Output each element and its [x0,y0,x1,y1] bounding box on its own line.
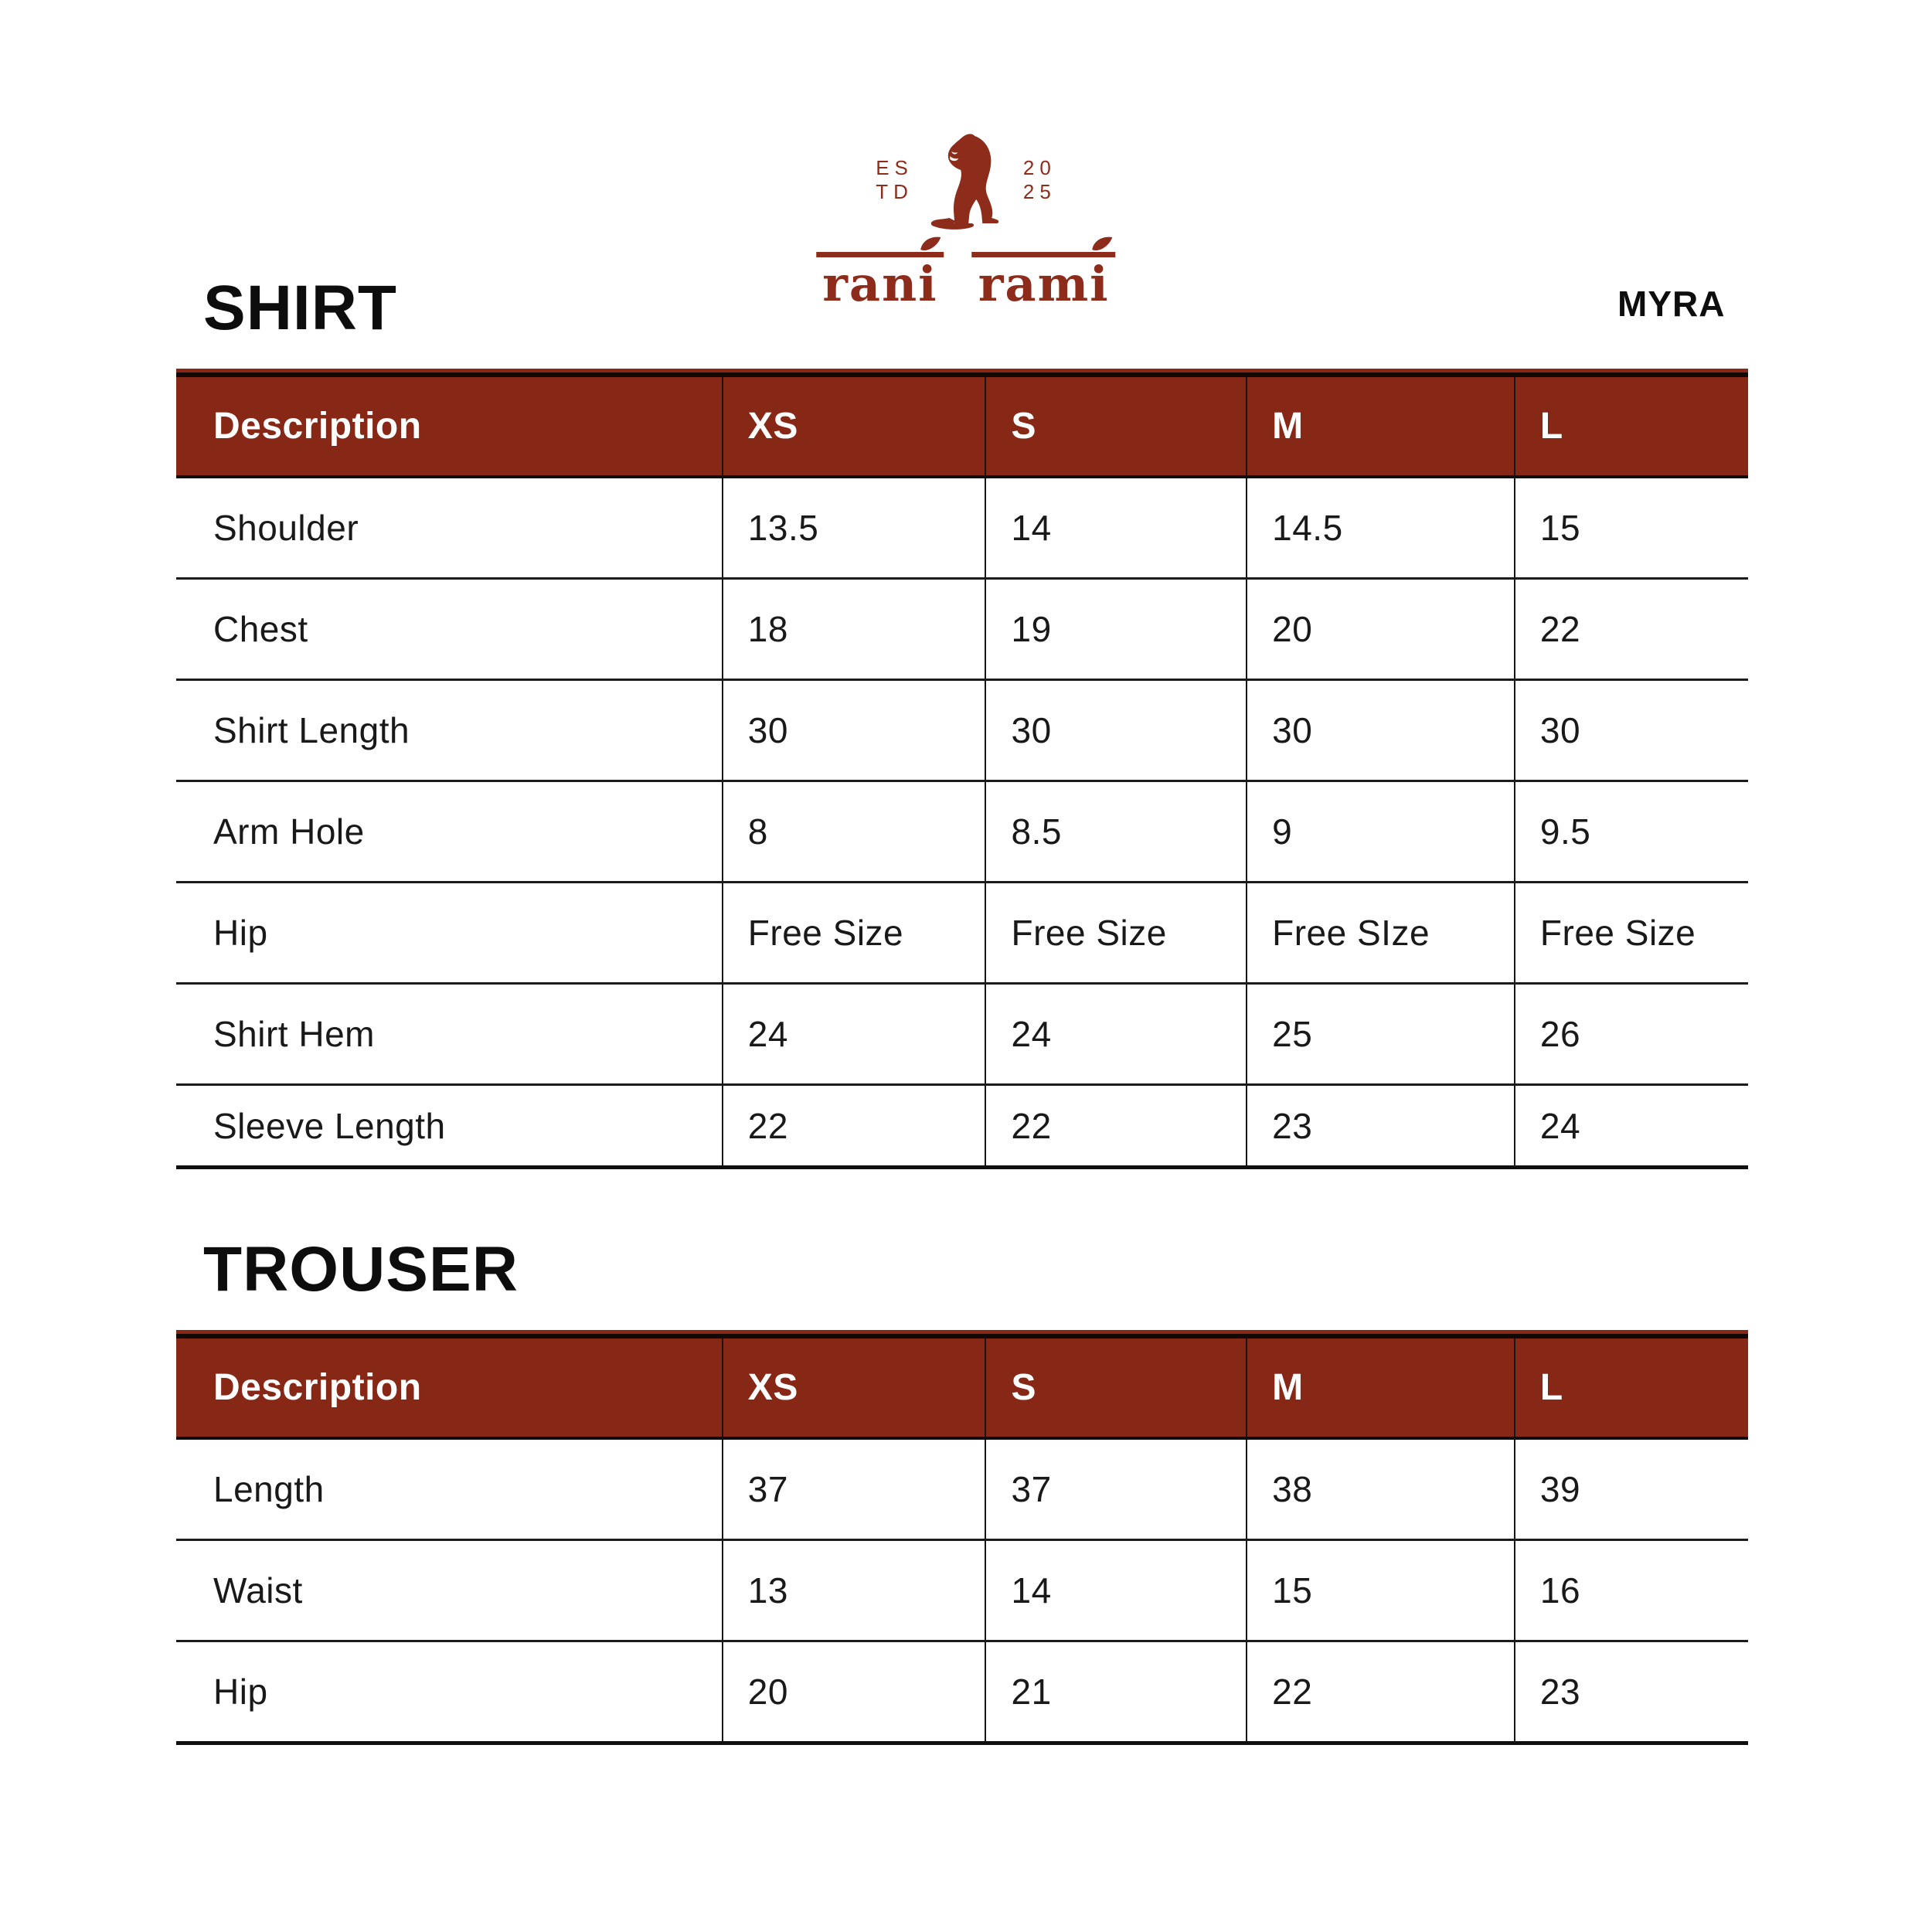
row-value-l: 22 [1514,580,1748,679]
row-value-l: 26 [1514,985,1748,1083]
leaf-accent-icon [1091,234,1114,253]
shirt-header-s: S [985,377,1246,475]
row-value-s: 22 [985,1086,1246,1165]
row-value-xs: 18 [722,580,985,679]
year-line2: 25 [1022,179,1056,203]
trouser-header-s: S [985,1338,1246,1437]
wordmark-word-1-text: rani [822,256,938,312]
row-value-s: 30 [985,681,1246,780]
table-row [176,1086,1748,1169]
trouser-header-description: Description [213,1367,422,1408]
row-label: Waist [213,1570,303,1611]
row-label: Length [213,1469,325,1509]
row-value-m: 15 [1246,1541,1514,1640]
year-line1: 20 [1022,155,1056,179]
row-value-s: 19 [985,580,1246,679]
row-value-xs: 22 [722,1086,985,1165]
tiger-icon [926,131,1011,232]
brand-logo [816,131,1115,312]
shirt-header-description: Description [213,406,422,447]
shirt-table-header-row [176,377,1748,478]
trouser-size-table [176,1330,1748,1745]
row-value-l: Free Size [1514,883,1748,982]
row-value-s: 21 [985,1642,1246,1741]
estd-line2: TD [876,179,913,203]
row-value-m: 30 [1246,681,1514,780]
table-row [176,681,1748,782]
row-value-xs: 8 [722,782,985,881]
row-value-m: 22 [1246,1642,1514,1741]
table-row [176,478,1748,580]
row-value-m: Free SIze [1246,883,1514,982]
row-value-s: 8.5 [985,782,1246,881]
row-value-xs: 13 [722,1541,985,1640]
shirt-size-table [176,369,1748,1169]
row-value-s: Free Size [985,883,1246,982]
row-label: Sleeve Length [213,1105,446,1146]
logo-emblem-row [816,131,1115,232]
row-label: Hip [213,913,268,953]
year-text [1023,156,1056,232]
row-label: Arm Hole [213,811,365,852]
row-value-m: 23 [1246,1086,1514,1165]
table-row [176,1440,1748,1541]
row-label: Shirt Hem [213,1014,375,1054]
row-value-l: 24 [1514,1086,1748,1165]
estd-line1: ES [876,155,913,179]
table-row [176,1642,1748,1745]
row-value-s: 37 [985,1440,1246,1539]
row-value-l: 9.5 [1514,782,1748,881]
shirt-header-m: M [1246,377,1514,475]
row-value-xs: 30 [722,681,985,780]
leaf-accent-icon [920,234,943,253]
row-value-m: 38 [1246,1440,1514,1539]
row-value-s: 24 [985,985,1246,1083]
product-name: MYRA [1617,284,1726,324]
row-value-l: 23 [1514,1642,1748,1741]
row-value-xs: 20 [722,1642,985,1741]
row-value-l: 15 [1514,478,1748,577]
row-value-l: 39 [1514,1440,1748,1539]
table-row [176,985,1748,1086]
wordmark-word-2-text: rami [978,256,1110,312]
row-value-m: 20 [1246,580,1514,679]
row-value-s: 14 [985,1541,1246,1640]
table-row [176,580,1748,681]
row-label: Shirt Length [213,710,410,750]
trouser-table-header-row [176,1338,1748,1440]
row-value-xs: 13.5 [722,478,985,577]
table-row [176,1541,1748,1642]
row-value-s: 14 [985,478,1246,577]
row-value-xs: 37 [722,1440,985,1539]
estd-text [876,156,913,232]
row-value-m: 25 [1246,985,1514,1083]
table-row [176,883,1748,985]
row-value-l: 30 [1514,681,1748,780]
row-value-l: 16 [1514,1541,1748,1640]
trouser-header-l: L [1514,1338,1748,1437]
shirt-header-l: L [1514,377,1748,475]
shirt-header-xs: XS [722,377,985,475]
table-row [176,782,1748,883]
brand-wordmark [816,252,1115,312]
shirt-section-title: SHIRT [203,273,397,343]
row-label: Chest [213,609,308,649]
wordmark-word-1 [816,252,944,312]
trouser-header-xs: XS [722,1338,985,1437]
row-value-m: 14.5 [1246,478,1514,577]
row-value-m: 9 [1246,782,1514,881]
row-value-xs: Free Size [722,883,985,982]
row-label: Shoulder [213,508,359,548]
trouser-section-title: TROUSER [203,1234,519,1304]
wordmark-word-2 [972,252,1116,312]
row-value-xs: 24 [722,985,985,1083]
row-label: Hip [213,1672,268,1712]
trouser-header-m: M [1246,1338,1514,1437]
